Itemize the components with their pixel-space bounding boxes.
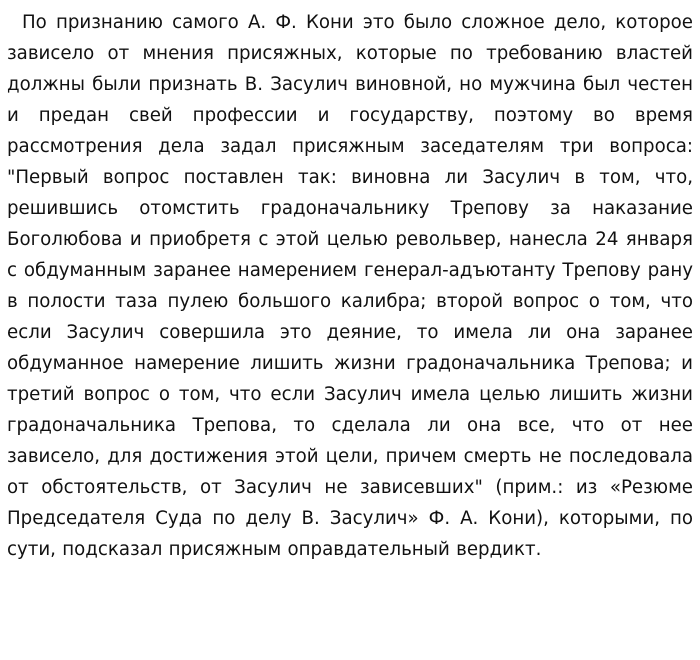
document-page xyxy=(7,7,693,565)
body-paragraph: По признанию самого А. Ф. Кони это было сложное дело, которое зависело от мнения присяжных, которые по требованию властей должны были признать В. Засулич виновной, но мужчина был честен и предан свей профессии и государству, поэтому во время рассмотрения дела задал присяжным заседателям три вопроса: "Первый вопрос поставлен так: виновна ли Засулич в том, что, решившись отомстить градоначальнику Трепову за наказание Боголюбова и приобретя с этой целью револьвер, нанесла 24 января с обдуманным заранее намерением генерал-адъютанту Трепову рану в полости таза пулею большого калибра; второй вопрос о том, что если Засулич совершила это деяние, то имела ли она заранее обдуманное намерение лишить жизни градоначальника Трепова; и третий вопрос о том, что если Засулич имела целью лишить жизни градоначальника Трепова, то сделала ли она все, что от нее зависело, для достижения этой цели, причем смерть не последовала от обстоятельств, от Засулич не зависевших" (прим.: из «Резюме Председателя Суда по делу В. Засулич» Ф. А. Кони), которыми, по сути, подсказал присяжным оправдательный вердикт. xyxy=(7,12,693,560)
